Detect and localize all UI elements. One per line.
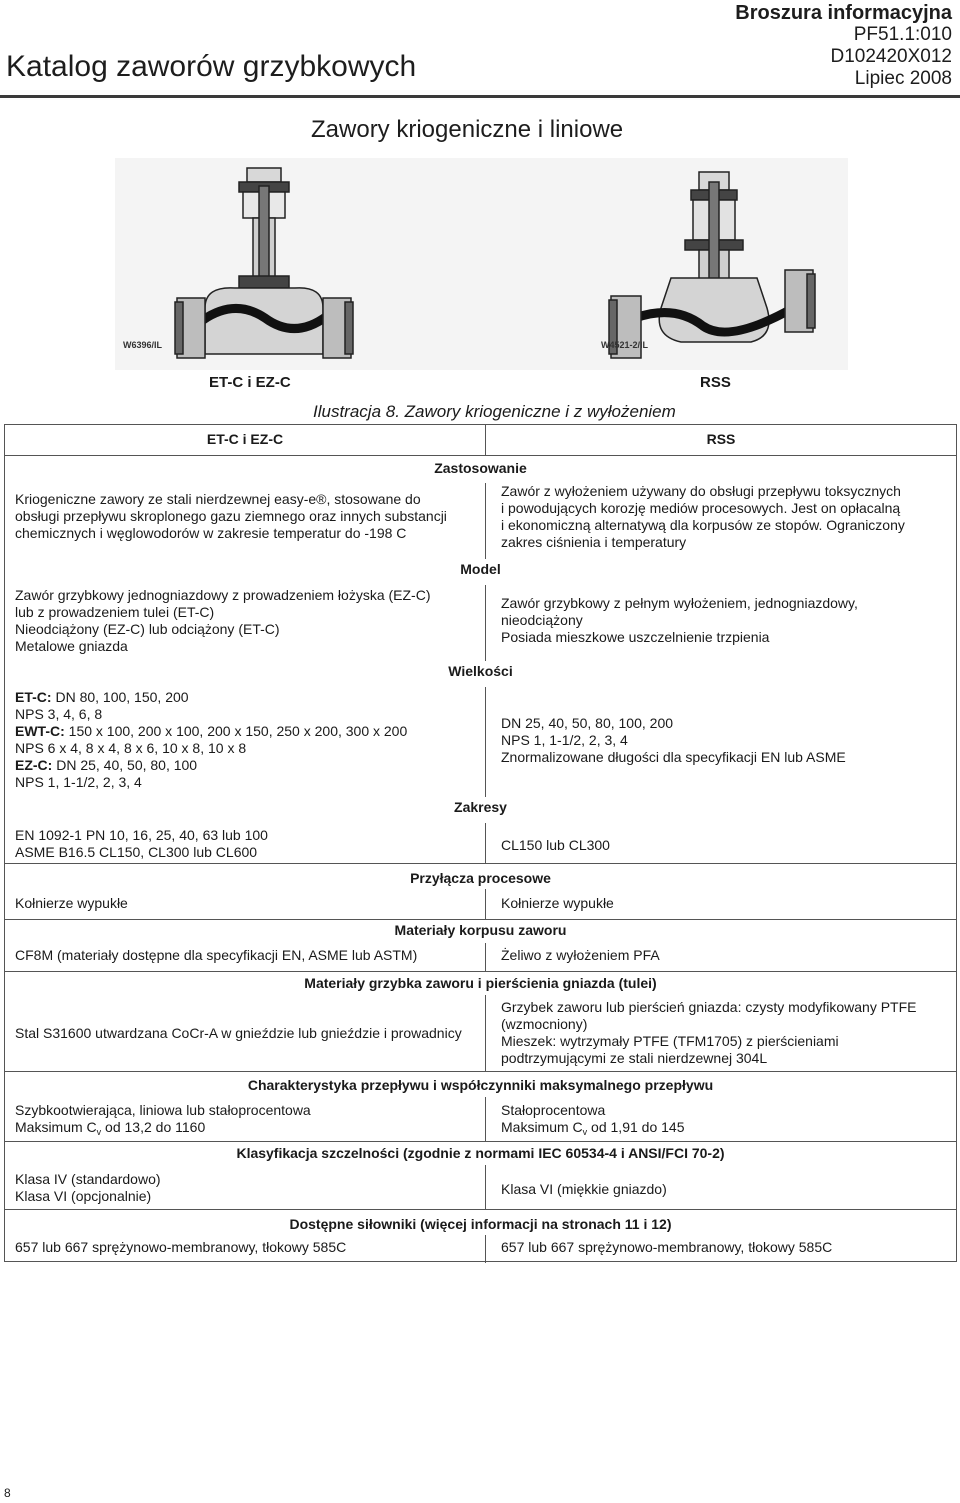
text-line: Zawór grzybkowy z pełnym wyłożeniem, jednogniazdowy, <box>501 595 858 611</box>
text-line: Kriogeniczne zawory ze stali nierdzewnej easy-e®, stosowane do <box>15 491 421 507</box>
cv-prefix: Maksimum C <box>501 1119 583 1135</box>
right-image-code: W4521-2/IL <box>601 340 649 350</box>
section-title-connections: Przyłącza procesowe <box>410 870 551 886</box>
text-line: Grzybek zaworu lub pierścień gniazda: czysty modyfikowany PTFE <box>501 999 917 1015</box>
lined-valve-drawing <box>609 172 815 358</box>
column-divider <box>485 889 486 919</box>
size-line-text: DN 80, 100, 150, 200 <box>51 689 189 705</box>
text-line: DN 25, 40, 50, 80, 100, 200 <box>501 715 674 731</box>
size-line <box>15 689 475 706</box>
text-line: Zawór grzybkowy jednogniazdowy z prowadzeniem łożyska (EZ-C) <box>15 587 431 603</box>
section-row-connections <box>5 863 956 889</box>
size-line-text: NPS 1, 1-1/2, 2, 3, 4 <box>15 774 142 790</box>
text-line: lub z prowadzeniem tulei (ET-C) <box>15 604 215 620</box>
text-line: ASME B16.5 CL150, CL300 lub CL600 <box>15 844 258 860</box>
brochure-label: Broszura informacyjna <box>735 2 952 24</box>
section-row-ratings <box>5 797 956 823</box>
actuators-right: 657 lub 667 sprężynowo-membranowy, tłokowy 585C <box>501 1239 833 1255</box>
specification-table <box>4 424 957 1262</box>
model-left <box>15 587 475 655</box>
column-divider <box>485 1235 486 1263</box>
left-valve-label: ET-C i EZ-C <box>209 374 291 391</box>
section-row-trim-materials <box>5 971 956 995</box>
sizes-left <box>15 689 475 791</box>
text-line: NPS 1, 1-1/2, 2, 3, 4 <box>501 732 628 748</box>
cv-subscript: v <box>582 1127 588 1137</box>
section-row-model <box>5 559 956 585</box>
section-row-actuators <box>5 1209 956 1235</box>
size-line <box>15 774 475 791</box>
section-row-flow-characteristics <box>5 1071 956 1097</box>
trim-materials-left: Stal S31600 utwardzana CoCr-A w gnieździe lub gnieździe i prowadnicy <box>15 1025 462 1041</box>
size-line-text: 150 x 100, 200 x 100, 200 x 150, 250 x 200, 300 x 200 <box>64 723 408 739</box>
actuators-left: 657 lub 667 sprężynowo-membranowy, tłokowy 585C <box>15 1239 347 1255</box>
section-title-actuators: Dostępne siłowniki (więcej informacji na stronach 11 i 12) <box>289 1216 672 1232</box>
text-line: zakres ciśnienia i temperatury <box>501 534 687 550</box>
cv-range: od 13,2 do 1160 <box>101 1119 206 1135</box>
model-right <box>501 595 951 646</box>
column-header-rss: RSS <box>706 431 736 447</box>
document-header-info <box>735 2 952 90</box>
document-date: Lipiec 2008 <box>854 68 952 89</box>
text-line: CL150 lub CL300 <box>501 837 610 853</box>
section-row-shutoff <box>5 1141 956 1165</box>
shutoff-row <box>5 1165 956 1213</box>
text-line: Posiada mieszkowe uszczelnienie trzpienia <box>501 629 770 645</box>
application-right <box>501 483 951 551</box>
text-line: Znormalizowane długości dla specyfikacji EN lub ASME <box>501 749 846 765</box>
text-line: Zawór z wyłożeniem używany do obsługi przepływu toksycznych <box>501 483 901 499</box>
text-line: Klasa VI (opcjonalnie) <box>15 1188 152 1204</box>
size-line-text: DN 25, 40, 50, 80, 100 <box>52 757 198 773</box>
text-line: Stałoprocentowa <box>501 1102 606 1118</box>
cv-line <box>501 1119 951 1141</box>
cv-range: od 1,91 do 145 <box>587 1119 685 1135</box>
document-code: D102420X012 <box>830 46 952 67</box>
text-line: nieodciążony <box>501 612 583 628</box>
right-valve-label: RSS <box>700 374 731 391</box>
trim-materials-right <box>501 999 951 1067</box>
text-line: i powodujących korozję mediów procesowych. Jest on opłacalną <box>501 500 901 516</box>
column-header-etc-ezc: ET-C i EZ-C <box>206 431 284 447</box>
body-materials-right: Żeliwo z wyłożeniem PFA <box>501 947 660 963</box>
document-number: PF51.1:010 <box>853 24 952 45</box>
column-divider <box>485 585 486 661</box>
text-line: EN 1092-1 PN 10, 16, 25, 40, 63 lub 100 <box>15 827 268 843</box>
shutoff-left <box>15 1171 475 1205</box>
connections-row <box>5 889 956 919</box>
model-row <box>5 585 956 663</box>
section-title: Zawory kriogeniczne i liniowe <box>311 116 624 143</box>
column-divider <box>485 1097 486 1141</box>
section-title-sizes: Wielkości <box>448 663 513 679</box>
text-line: (wzmocniony) <box>501 1016 588 1032</box>
text-line: obsługi przepływu skroplonego gazu ziemnego oraz innych substancji <box>15 508 447 524</box>
trim-materials-row <box>5 995 956 1071</box>
text-line: chemicznych i węglowodorów w zakresie temperatur do -198 C <box>15 525 407 541</box>
page-number: 8 <box>4 1486 11 1500</box>
application-row <box>5 483 956 565</box>
header-divider <box>0 95 960 98</box>
text-line: Mieszek: wytrzymały PTFE (TFM1705) z pierścieniami <box>501 1033 839 1049</box>
size-line-label: ET-C: <box>15 689 52 705</box>
flow-characteristics-right <box>501 1102 951 1141</box>
sizes-right <box>501 715 951 766</box>
text-line: i ekonomiczną alternatywą dla korpusów ze stopów. Ograniczony <box>501 517 905 533</box>
connections-right: Kołnierze wypukłe <box>501 895 614 911</box>
actuators-row <box>5 1235 956 1263</box>
column-divider <box>485 823 486 863</box>
flow-characteristics-row <box>5 1097 956 1143</box>
size-line-text: NPS 6 x 4, 8 x 4, 8 x 6, 10 x 8, 10 x 8 <box>15 740 247 756</box>
text-line: Klasa IV (standardowo) <box>15 1171 161 1187</box>
size-line-text: NPS 3, 4, 6, 8 <box>15 706 103 722</box>
size-line-label: EZ-C: <box>15 757 53 773</box>
column-divider <box>485 995 486 1071</box>
text-line: Nieodciążony (EZ-C) lub odciążony (ET-C) <box>15 621 280 637</box>
valve-drawings <box>115 158 848 370</box>
column-divider <box>485 943 486 971</box>
shutoff-right: Klasa VI (miękkie gniazdo) <box>501 1181 667 1197</box>
column-divider <box>485 1165 486 1209</box>
section-title-ratings: Zakresy <box>454 799 507 815</box>
table-header-row <box>5 425 956 455</box>
column-divider <box>485 687 486 797</box>
column-divider <box>485 483 486 559</box>
section-row-sizes <box>5 661 956 687</box>
catalog-title: Katalog zaworów grzybkowych <box>6 50 417 83</box>
column-divider <box>485 425 486 455</box>
section-title-body-materials: Materiały korpusu zaworu <box>394 922 567 938</box>
connections-left: Kołnierze wypukłe <box>15 895 128 911</box>
flow-characteristics-left <box>15 1102 475 1141</box>
text-line: podtrzymującymi ze stali nierdzewnej 304L <box>501 1050 768 1066</box>
body-materials-row <box>5 943 956 971</box>
ratings-right <box>501 837 951 854</box>
cv-subscript: v <box>96 1127 102 1137</box>
sizes-row <box>5 687 956 799</box>
text-line: Szybkootwierająca, liniowa lub stałoprocentowa <box>15 1102 311 1118</box>
section-row-body-materials <box>5 919 956 943</box>
cv-prefix: Maksimum C <box>15 1119 97 1135</box>
left-image-code: W6396/IL <box>123 340 163 350</box>
size-line <box>15 740 475 757</box>
size-line <box>15 723 475 740</box>
cv-line <box>15 1119 475 1141</box>
valve-illustration <box>115 158 848 370</box>
cryogenic-valve-drawing <box>175 168 353 358</box>
section-row-application <box>5 455 956 483</box>
size-line-label: EWT-C: <box>15 723 65 739</box>
text-line: Metalowe gniazda <box>15 638 128 654</box>
section-title-flow-characteristics: Charakterystyka przepływu i współczynniki maksymalnego przepływu <box>247 1077 714 1093</box>
size-line <box>15 757 475 774</box>
figure-caption: Ilustracja 8. Zawory kriogeniczne i z wyłożeniem <box>313 402 676 421</box>
ratings-left <box>15 827 475 861</box>
size-line <box>15 706 475 723</box>
section-title-model: Model <box>460 561 501 577</box>
application-left <box>15 491 475 542</box>
section-title-trim-materials: Materiały grzybka zaworu i pierścienia gniazda (tulei) <box>304 975 657 991</box>
body-materials-left: CF8M (materiały dostępne dla specyfikacji EN, ASME lub ASTM) <box>15 947 418 963</box>
section-title-application: Zastosowanie <box>434 460 527 476</box>
section-title-shutoff: Klasyfikacja szczelności (zgodnie z normami IEC 60534-4 i ANSI/FCI 70-2) <box>236 1145 725 1161</box>
